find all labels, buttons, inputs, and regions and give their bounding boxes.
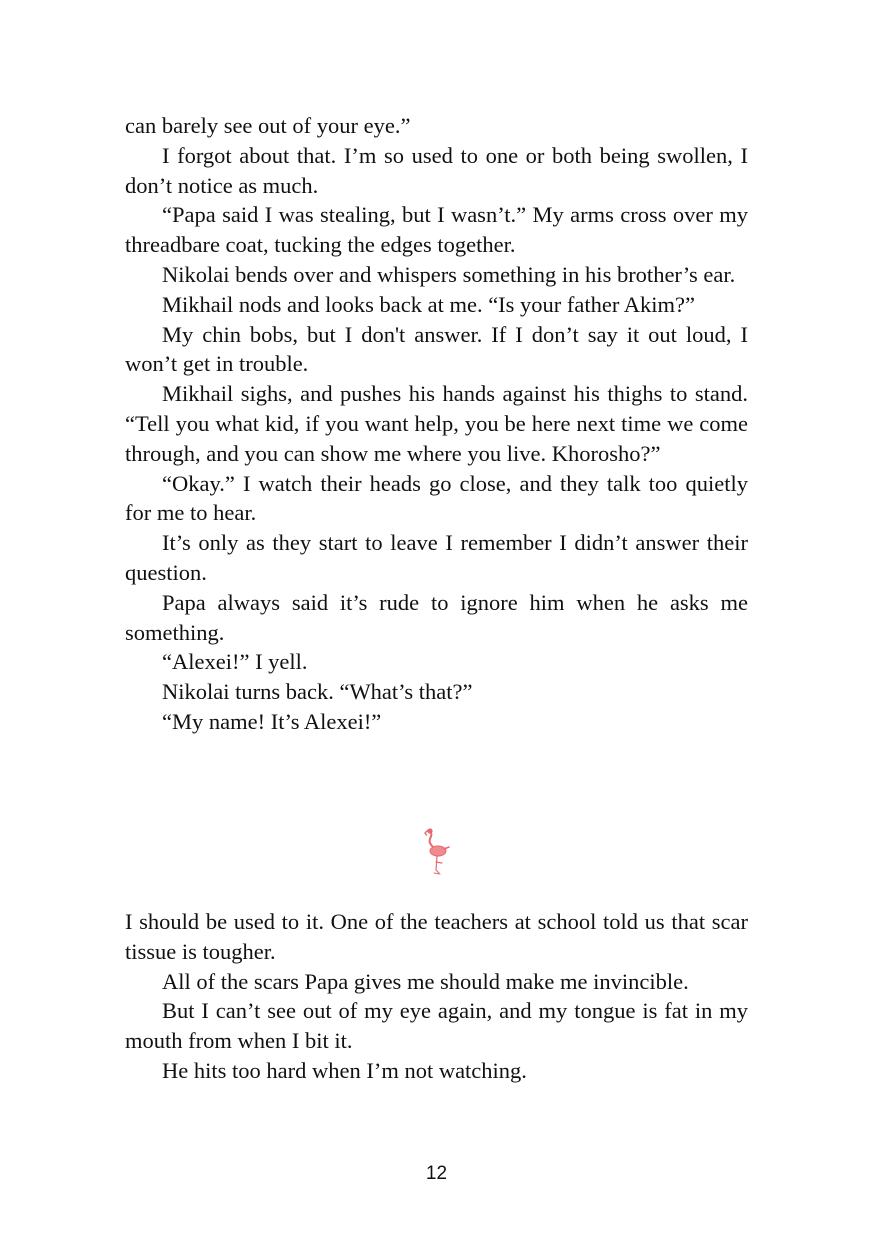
paragraph: Nikolai turns back. “What’s that?” [162,679,473,705]
paragraph: Papa always said it’s rude to ignore him when he asks me something. [125,589,748,645]
paragraph: It’s only as they start to leave I remember I didn’t answer their question. [125,530,748,585]
paragraph: “Alexei!” I yell. [162,649,308,675]
text-block-2 [125,907,748,1086]
paragraph: My chin bobs, but I don't answer. If I don’t say it out loud, I won’t get in trouble. [125,321,748,377]
paragraph: “My name! It’s Alexei!” [162,708,382,734]
paragraph: “Okay.” I watch their heads go close, and they talk too quietly for me to hear. [125,470,748,526]
text-block-1 [125,111,748,737]
paragraph: I forgot about that. I’m so used to one or both being swollen, I don’t notice as much. [125,142,748,198]
paragraph: But I can’t see out of my eye again, and my tongue is fat in my mouth from when I bit it. [125,998,748,1054]
paragraph: can barely see out of your eye.” [125,113,411,138]
page-number: 12 [425,1163,448,1184]
paragraph: “Papa said I was stealing, but I wasn’t.” My arms cross over my threadbare coat, tucking the edges together. [125,202,748,258]
paragraph: Nikolai bends over and whispers something in his brother’s ear. [162,261,736,287]
paragraph: Mikhail nods and looks back at me. “Is your father Akim?” [162,291,695,317]
paragraph: He hits too hard when I’m not watching. [162,1057,527,1083]
section-break [418,826,454,882]
paragraph: Mikhail sighs, and pushes his hands against his thighs to stand. “Tell you what kid, if you want help, you be here next time we come through, and you can show me where you live. Khorosho?” [125,381,748,466]
paragraph: I should be used to it. One of the teachers at school told us that scar tissue is tougher. [125,909,748,964]
paragraph: All of the scars Papa gives me should make me invincible. [162,968,689,994]
flamingo-icon [418,826,454,882]
